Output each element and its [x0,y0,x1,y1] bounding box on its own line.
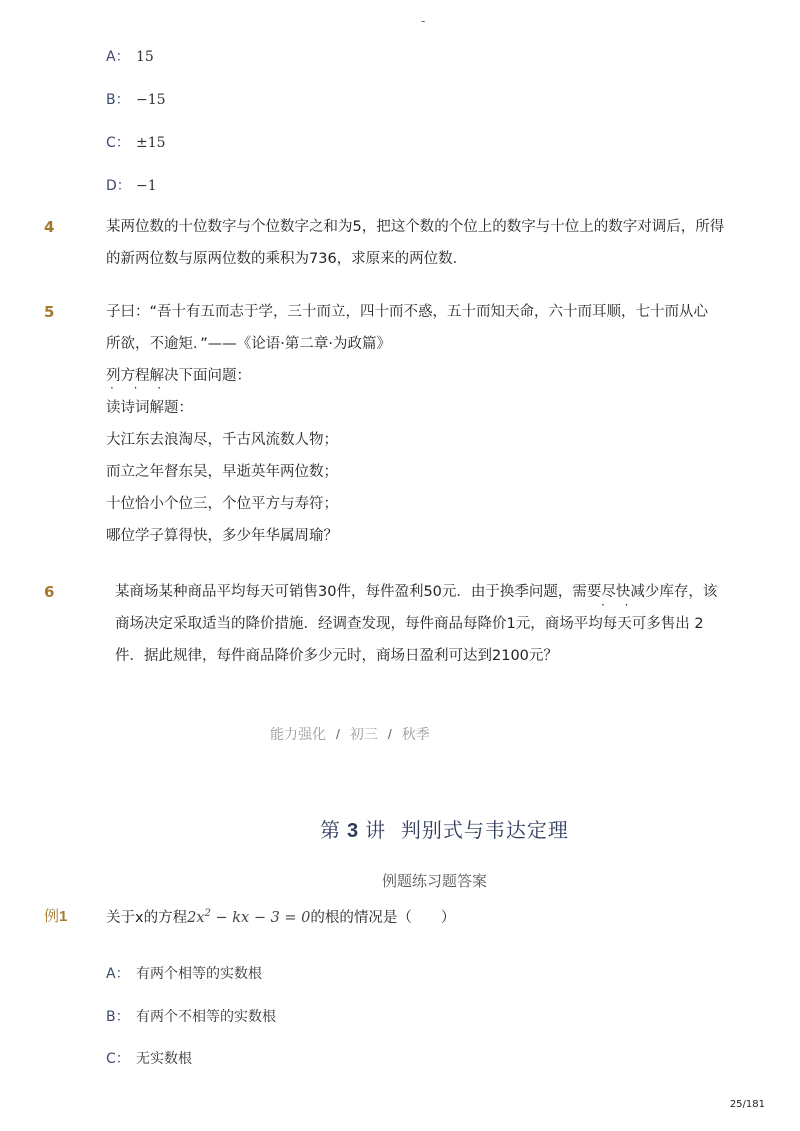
lecture-number: 3 [347,820,360,842]
option-letter: C： [106,1051,130,1067]
breadcrumb-separator: / [387,726,392,742]
example-text-before: 关于x的方程 [106,910,188,926]
breadcrumb-separator: / [336,726,340,742]
question-line: 大江东去浪淘尽，千古风流数人物； [106,432,338,448]
breadcrumb-item: 能力强化 [270,727,326,743]
question-line: 某两位数的十位数字与个位数字之和为5，把这个数的个位上的数字与十位上的数字对调后，所得 [106,219,725,235]
equation-part: 2x [187,910,205,926]
question-number-6: 6 [44,583,55,601]
question-number-4: 4 [44,218,55,236]
lecture-name: 判别式与韦达定理 [400,818,569,842]
question-line: 件．据此规律，每件商品降价多少元时，商场日盈利可达到2100元？ [115,648,558,664]
option-value: 有两个相等的实数根 [136,966,262,982]
breadcrumb [270,724,430,744]
option-letter: C： [106,135,130,151]
option-letter: B： [106,1009,130,1025]
breadcrumb-item: 初三 [349,727,378,743]
option-value: ±15 [136,135,166,151]
example-option-c [106,1048,192,1068]
question-6-text [115,576,717,672]
example-prefix: 例 [44,907,60,925]
equation-part: − kx − 3 = 0 [210,910,311,926]
question-line: 的新两位数与原两位数的乘积为736，求原来的两位数． [106,251,468,267]
question-4-text [106,211,724,275]
option-letter: A： [106,966,130,982]
question-line: 子曰：“吾十有五而志于学，三十而立，四十而不惑，五十而知天命，六十而耳顺，七十而从心 [106,304,709,320]
lecture-prefix: 第 [320,818,341,842]
question-line: 读诗词解题： [106,400,193,416]
breadcrumb-item: 秋季 [401,727,430,743]
lecture-title [320,814,569,843]
example-label [44,905,67,926]
emphasis-dots: · · · [110,381,170,395]
option-value: 有两个不相等的实数根 [136,1009,276,1025]
page-number: 25/181 [729,1099,765,1110]
example-number: 1 [59,908,68,925]
lecture-suffix: 讲 [365,818,387,842]
option-value: 无实数根 [136,1051,192,1067]
option-value: 15 [136,49,154,65]
page-top-mark: - [421,14,426,28]
q3-option-b [106,89,166,109]
q3-option-c [106,132,166,152]
section-subtitle: 例题练习题答案 [382,872,488,890]
question-line: 哪位学子算得快，多少年华属周瑜？ [106,528,338,544]
question-line: 商场决定采取适当的降价措施．经调查发现，每件商品每降价1元，商场平均每天可多售出 2 [115,616,704,632]
question-5-text [106,296,708,552]
question-line: 列方程解决下面问题： [106,368,251,384]
example-text-after: 的根的情况是（ ） [310,910,456,926]
question-line: 所欲，不逾矩．”——《论语·第二章·为政篇》 [106,336,391,352]
question-line: 而立之年督东吴，早逝英年两位数； [106,464,338,480]
example-question [106,906,455,927]
question-number-5: 5 [44,303,55,321]
question-line: 十位恰小个位三，个位平方与寿符； [106,496,338,512]
option-letter: A： [106,49,130,65]
q3-option-d [106,175,157,195]
emphasis-dots: · · [601,598,637,612]
example-option-b [106,1006,276,1026]
option-value: −1 [136,178,157,194]
equation-exponent: 2 [204,908,211,920]
option-letter: D： [106,178,131,194]
option-value: −15 [136,92,166,108]
example-option-a [106,963,262,983]
equation [187,910,310,926]
q3-option-a [106,46,154,66]
option-letter: B： [106,92,130,108]
question-line: 某商场某种商品平均每天可销售30件，每件盈利50元．由于换季问题，需要尽快减少库存，该 [115,584,718,600]
